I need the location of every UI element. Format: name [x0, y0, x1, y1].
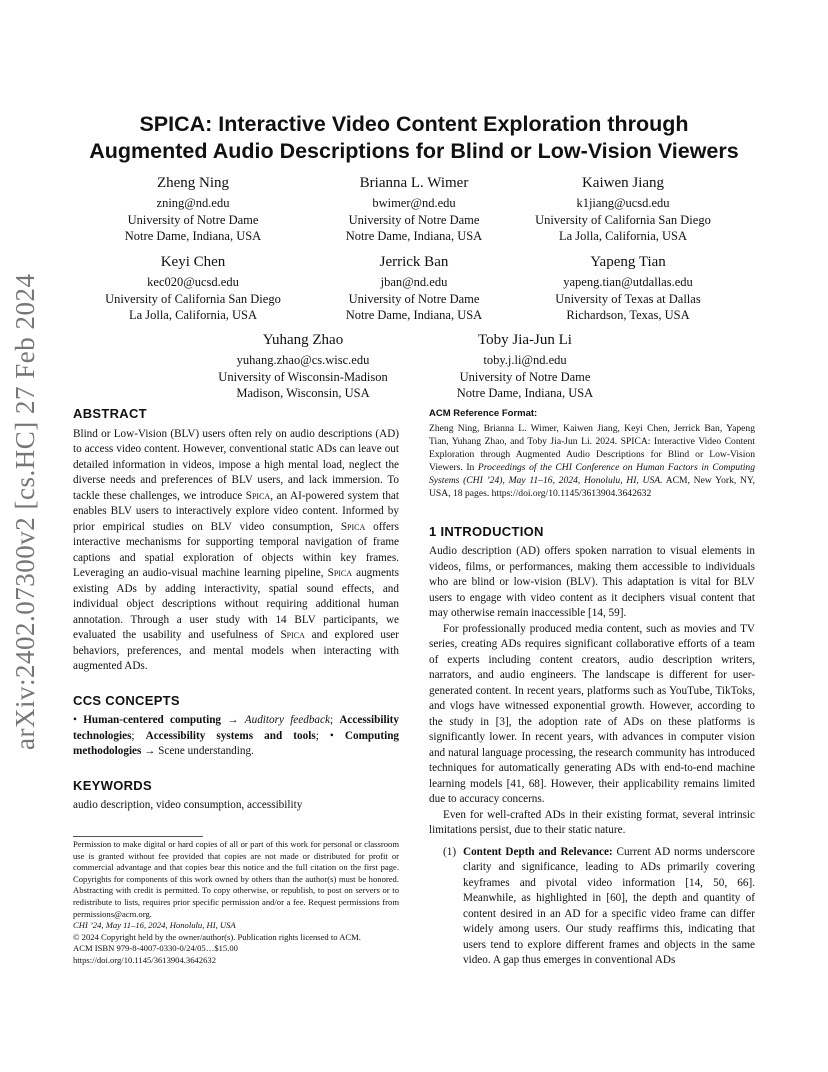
author-block	[73, 174, 313, 245]
isbn-line: ACM ISBN 979-8-4007-0330-0/24/05…$15.00	[73, 943, 238, 954]
author-location: Notre Dame, Indiana, USA	[345, 229, 483, 243]
author-block	[294, 174, 534, 245]
author-name: Yapeng Tian	[590, 254, 666, 270]
conference-info: CHI ’24, May 11–16, 2024, Honolulu, HI, USA	[73, 920, 236, 931]
intro-paragraph-3: Even for well-crafted ADs in their existing format, several intrinsic limitations persist, due to their static nature.	[429, 808, 755, 836]
title-line-2: Augmented Audio Descriptions for Blind or Low-Vision Viewers	[89, 139, 739, 163]
author-name: Kaiwen Jiang	[581, 175, 665, 191]
footnote-rule	[73, 836, 203, 837]
author-location: La Jolla, California, USA	[128, 308, 258, 322]
author-email: jban@nd.edu	[380, 275, 448, 289]
acm-reference-heading: ACM Reference Format:	[429, 408, 538, 419]
author-location: Notre Dame, Indiana, USA	[345, 308, 483, 322]
author-name: Zheng Ning	[156, 175, 230, 191]
author-email: yapeng.tian@utdallas.edu	[563, 275, 693, 289]
keywords-heading: KEYWORDS	[73, 777, 152, 793]
keywords-text: audio description, video consumption, accessibility	[73, 799, 303, 811]
author-name: Jerrick Ban	[379, 254, 449, 270]
acm-reference-text: Zheng Ning, Brianna L. Wimer, Kaiwen Jiang, Keyi Chen, Jerrick Ban, Yapeng Tian, Yuhang Zhao, and Toby Jia-Jun Li. 2024. SPICA: Interactive Video Content Exploration through Augmented Audio Descriptions for Blind or Low-Vision Viewers. In Proceedings of the CHI Conference on Human Factors in Computing Systems (CHI ’24), May 11–16, 2024, Honolulu, HI, USA. ACM, New York, NY, USA, 18 pages. https://doi.org/10.1145/3613904.3642632	[429, 422, 756, 499]
author-affiliation: University of California San Diego	[105, 291, 281, 306]
title-line-1: SPICA: Interactive Video Content Exploration through	[139, 112, 689, 136]
list-item: (1) Content Depth and Relevance: Current AD norms underscore clarity and significance, leading to ADs primarily covering keyframes and pivotal video information [14, 50, 66]. Meanwhile, as highlighted in [60], the depth and quantity of content desired in an AD for a specific video frame can differ widely among users. Our study reaffirms this, indicating that users tend to explore different frames and objects in the same video. A gap thus emerges in conventional ADs	[443, 845, 755, 966]
author-block	[73, 253, 313, 324]
author-name: Yuhang Zhao	[262, 332, 344, 348]
copyright-line: © 2024 Copyright held by the owner/author(s). Publication rights licensed to ACM.	[73, 931, 361, 942]
abstract-text: Blind or Low-Vision (BLV) users often rely on audio descriptions (AD) to access video content. However, conventional static ADs can leave out detailed information in videos, impose a high mental load, neglect the diverse needs and preferences of BLV users, and lack immersion. To tackle these challenges, we introduce Spica, an AI-powered system that enables BLV users to interactively explore video content. Informed by prior empirical studies on BLV video consumption, Spica offers interactive mechanisms for supporting temporal navigation of frame captions and spatial exploration of objects within key frames. Leveraging an audio-visual machine learning pipeline, Spica augments existing ADs by adding interactivity, spatial sound effects, and individual object descriptions without requiring additional human annotation. Through a user study with 14 BLV participants, we evaluated the usability and usefulness of Spica and explored user behaviors, preferences, and mental models when interacting with augmented ADs.	[73, 427, 400, 672]
right-column	[429, 406, 755, 969]
author-affiliation: University of California San Diego	[535, 212, 711, 227]
author-affiliation: University of Notre Dame	[459, 369, 591, 384]
author-affiliation: University of Notre Dame	[127, 212, 259, 227]
author-location: Notre Dame, Indiana, USA	[124, 229, 262, 243]
intro-paragraph-1: Audio description (AD) offers spoken narration to visual elements in videos, films, or performances, making them accessible to individuals who are blind or low-vision (BLV). This adaptation is vital for BLV users to engage with video content as it deciphers visual content that may otherwise remain inaccessible [14, 59].	[429, 545, 755, 619]
paper-title	[60, 111, 768, 165]
left-column	[73, 406, 399, 814]
author-affiliation: University of Notre Dame	[348, 212, 480, 227]
abstract-heading: ABSTRACT	[73, 406, 147, 421]
author-block	[294, 253, 534, 324]
author-location: La Jolla, California, USA	[558, 229, 688, 243]
author-email: toby.j.li@nd.edu	[483, 353, 567, 367]
author-affiliation: University of Notre Dame	[348, 291, 480, 306]
author-block	[405, 331, 645, 402]
doi-line: https://doi.org/10.1145/3613904.3642632	[73, 954, 216, 965]
author-location: Madison, Wisconsin, USA	[236, 386, 370, 400]
author-affiliation: University of Wisconsin-Madison	[218, 369, 388, 384]
author-name: Keyi Chen	[160, 254, 226, 270]
author-affiliation: University of Texas at Dallas	[555, 291, 701, 306]
permission-notice: Permission to make digital or hard copies of all or part of this work for personal or classroom use is granted without fee provided that copies are not made or distributed for profit or commercial advantage and that copies bear this notice and the full citation on the first page. Copyrights for components of this work owned by others than the author(s) must be honored. Abstracting with credit is permitted. To copy otherwise, or republish, to post on servers or to redistribute to lists, requires prior specific permission and/or a fee. Request permissions from permissions@acm.org.	[73, 839, 399, 919]
ccs-text: • Human-centered computing → Auditory feedback; Accessibility technologies; Accessibility systems and tools; • Computing methodologies → Scene understanding.	[73, 714, 400, 757]
author-name: Brianna L. Wimer	[359, 175, 469, 191]
author-email: yuhang.zhao@cs.wisc.edu	[236, 353, 370, 367]
intro-paragraph-2: For professionally produced media content, such as movies and TV series, creating ADs requires significant collaborative efforts of a team of experts including content creators, audio description writers, narrators, and audio engineers. The landscape is different for user-generated content. In recent years, platforms such as YouTube, TikToks, and vlogs have witnessed exponential growth. However, according to the study in [3], the adoption rate of ADs on these platforms is significantly lower. In recent years, with advances in computer vision and natural language processing, the research community has introduced techniques for automatically generating ADs with end-to-end machine learning models [41, 68]. However, their applicability remains limited due to accuracy concerns.	[429, 622, 755, 805]
author-block	[508, 253, 748, 324]
author-email: bwimer@nd.edu	[372, 196, 456, 210]
introduction-heading: 1 INTRODUCTION	[429, 523, 544, 539]
author-location: Notre Dame, Indiana, USA	[456, 386, 594, 400]
copyright-footnote	[73, 836, 399, 967]
ccs-heading: CCS CONCEPTS	[73, 692, 180, 708]
author-block	[183, 331, 423, 402]
limitations-list	[429, 845, 755, 969]
author-name: Toby Jia-Jun Li	[478, 332, 572, 348]
author-block	[503, 174, 743, 245]
author-email: k1jiang@ucsd.edu	[576, 196, 670, 210]
author-email: kec020@ucsd.edu	[147, 275, 239, 289]
author-location: Richardson, Texas, USA	[566, 308, 690, 322]
author-email: zning@nd.edu	[156, 196, 230, 210]
arxiv-identifier: arXiv:2402.07300v2 [cs.HC] 27 Feb 2024	[10, 273, 40, 750]
